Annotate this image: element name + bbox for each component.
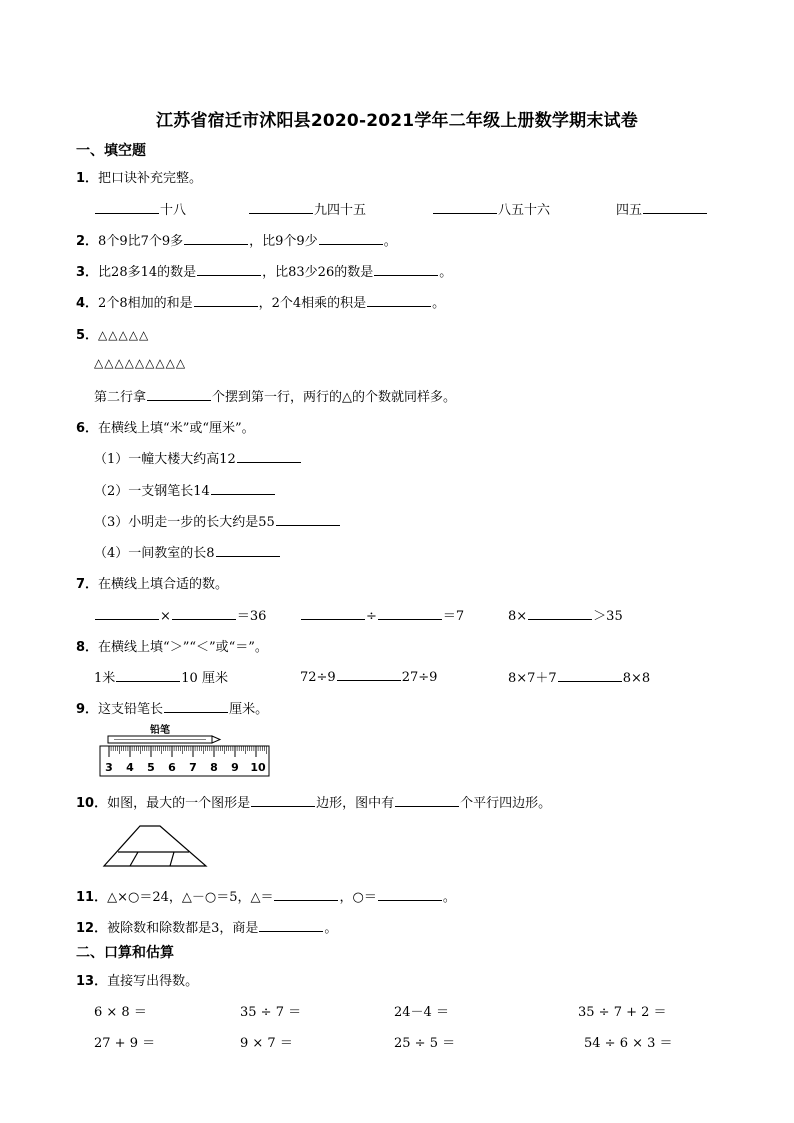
answer-blank[interactable] — [395, 793, 459, 807]
answer-blank[interactable] — [249, 200, 313, 214]
question-8: 8．在横线上填“＞”“＜”或“＝”。 — [76, 640, 268, 655]
pencil-label: 铅笔 — [150, 725, 170, 736]
calc-item: 35 ÷ 7 + 2 ＝ — [578, 1005, 667, 1020]
answer-blank[interactable] — [147, 387, 211, 401]
q1-item-3: 八五十六 — [432, 199, 550, 218]
answer-blank[interactable] — [274, 887, 338, 901]
answer-blank[interactable] — [378, 887, 442, 901]
q6-item-1: （1）一幢大楼大约高12 — [94, 448, 302, 467]
ruler-label-10: 10 — [250, 761, 266, 774]
q1-item-1: 十八 — [94, 199, 186, 218]
answer-blank[interactable] — [116, 668, 180, 682]
answer-blank[interactable] — [194, 293, 258, 307]
answer-blank[interactable] — [95, 606, 159, 620]
question-9: 9．这支铅笔长 厘米。 — [76, 698, 268, 717]
calc-item: 27 + 9 ＝ — [94, 1036, 156, 1051]
question-7: 7．在横线上填合适的数。 — [76, 577, 229, 592]
triangle-row-2: △△△△△△△△△ — [94, 356, 187, 370]
answer-blank[interactable] — [164, 699, 228, 713]
q1-item-4: 四五 — [616, 199, 708, 218]
q7-item-c: 8× ＞35 — [508, 605, 623, 624]
trapezoid-segment — [130, 852, 138, 866]
pencil-ruler-figure — [98, 722, 273, 778]
trapezoid-outline — [104, 826, 206, 866]
calc-item: 54 ÷ 6 × 3 ＝ — [584, 1036, 673, 1051]
q8-item-b: 72÷9 27÷9 — [300, 667, 437, 685]
answer-blank[interactable] — [528, 606, 592, 620]
calc-item: 24－4 ＝ — [394, 1005, 449, 1020]
ruler-label-5: 5 — [147, 761, 155, 774]
calc-item: 6 × 8 ＝ — [94, 1005, 147, 1020]
q5-statement: 第二行拿 个摆到第一行，两行的△的个数就同样多。 — [94, 386, 456, 405]
answer-blank[interactable] — [643, 200, 707, 214]
question-6: 6．在横线上填“米”或“厘米”。 — [76, 421, 255, 436]
answer-blank[interactable] — [237, 449, 301, 463]
answer-blank[interactable] — [95, 200, 159, 214]
answer-blank[interactable] — [433, 200, 497, 214]
q8-item-c: 8×7＋7 8×8 — [508, 667, 650, 686]
question-12: 12．被除数和除数都是3，商是 。 — [76, 917, 337, 936]
question-2: 2．8个9比7个9多 ，比9个9少 。 — [76, 230, 397, 249]
ruler-label-6: 6 — [168, 761, 176, 774]
page-title: 江苏省宿迁市沭阳县2020-2021学年二年级上册数学期末试卷 — [156, 111, 638, 131]
ruler-label-9: 9 — [231, 761, 239, 774]
answer-blank[interactable] — [172, 606, 236, 620]
q6-item-3: （3）小明走一步的长大约是55 — [94, 511, 341, 530]
answer-blank[interactable] — [276, 512, 340, 526]
answer-blank[interactable] — [558, 668, 622, 682]
question-4: 4．2个8相加的和是 ，2个4相乘的积是 。 — [76, 292, 445, 311]
q8-item-a: 1米 10 厘米 — [94, 667, 228, 686]
question-3: 3．比28多14的数是 ，比83少26的数是 。 — [76, 261, 452, 280]
answer-blank[interactable] — [259, 918, 323, 932]
answer-blank[interactable] — [197, 262, 261, 276]
ruler-label-4: 4 — [126, 761, 134, 774]
q7-item-a: × ＝36 — [94, 605, 266, 624]
answer-blank[interactable] — [184, 231, 248, 245]
calc-item: 35 ÷ 7 ＝ — [240, 1005, 302, 1020]
q7-item-b: ÷ ＝7 — [300, 605, 464, 624]
answer-blank[interactable] — [216, 543, 280, 557]
question-11: 11．△×○＝24，△－○＝5，△＝ ，○＝ 。 — [76, 886, 456, 905]
ruler-label-3: 3 — [105, 761, 113, 774]
q6-item-2: （2）一支钢笔长14 — [94, 480, 276, 499]
answer-blank[interactable] — [251, 793, 315, 807]
section-fill-in: 一、填空题 — [76, 143, 146, 159]
pencil-icon — [108, 736, 220, 743]
calc-item: 9 × 7 ＝ — [240, 1036, 293, 1051]
q6-item-4: （4）一间教室的长8 — [94, 542, 281, 561]
ruler-label-7: 7 — [189, 761, 197, 774]
trapezoid-figure — [100, 822, 212, 870]
answer-blank[interactable] — [337, 667, 401, 681]
answer-blank[interactable] — [211, 481, 275, 495]
answer-blank[interactable] — [374, 262, 438, 276]
answer-blank[interactable] — [301, 606, 365, 620]
question-10: 10．如图，最大的一个图形是 边形，图中有 个平行四边形。 — [76, 792, 551, 811]
ruler-label-8: 8 — [210, 761, 218, 774]
question-1: 1．把口诀补充完整。 — [76, 171, 203, 186]
triangle-row-1: △△△△△ — [98, 328, 150, 342]
trapezoid-segment — [170, 852, 174, 866]
answer-blank[interactable] — [378, 606, 442, 620]
calc-item: 25 ÷ 5 ＝ — [394, 1036, 456, 1051]
answer-blank[interactable] — [319, 231, 383, 245]
section-mental-math: 二、口算和估算 — [76, 945, 174, 961]
answer-blank[interactable] — [367, 293, 431, 307]
q1-item-2: 九四十五 — [248, 199, 366, 218]
question-5: 5．△△△△△ — [76, 328, 150, 343]
question-13: 13．直接写出得数。 — [76, 974, 199, 989]
